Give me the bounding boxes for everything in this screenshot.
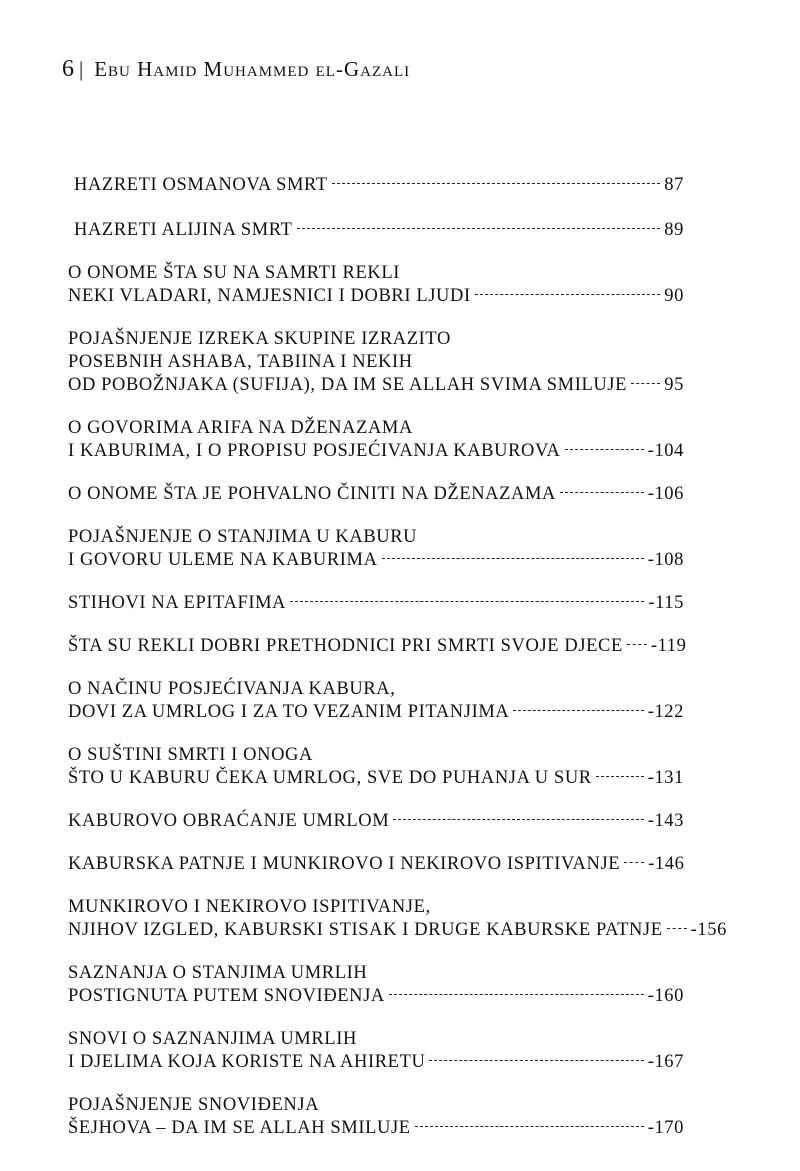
toc-entry-last-line [68, 767, 684, 790]
toc-entry-title-line: I KABURIMA, I O PROPISU POSJEĆIVANJA KABUROVA [68, 441, 561, 461]
dot-leader [332, 183, 661, 184]
dot-leader [624, 862, 644, 863]
toc-entry[interactable] [68, 635, 687, 658]
toc-entry-title-line: O GOVORIMA ARIFA NA DŽENAZAMA [68, 418, 413, 438]
toc-entry-last-line [68, 919, 727, 942]
dot-leader [513, 710, 643, 711]
toc-entry-title-line: HAZRETI OSMANOVA SMRT [74, 175, 328, 195]
toc-entry-last-line [68, 1051, 684, 1074]
toc-entry-title-line: O ONOME ŠTA JE POHVALNO ČINITI NA DŽENAZAMA [68, 484, 557, 504]
toc-page-number: 87 [664, 175, 684, 195]
toc-entry-title-line: SAZNANJA O STANJIMA UMRLIH [68, 963, 368, 983]
toc-entry-last-line [68, 440, 684, 463]
toc-page-number: -156 [690, 920, 727, 940]
toc-entry-title-line: I DJELIMA KOJA KORISTE NA AHIRETU [68, 1052, 426, 1072]
running-header [62, 56, 410, 83]
toc-page-number: -115 [648, 593, 684, 613]
toc-entry[interactable] [68, 328, 684, 397]
dot-leader [290, 601, 644, 602]
toc-entry-last-line [68, 374, 684, 397]
toc-entry-title-line: POSEBNIH ASHABA, TABIINA I NEKIH [68, 352, 413, 372]
toc-entry[interactable] [68, 1094, 684, 1140]
toc-page-number: -170 [647, 1118, 684, 1138]
dot-leader [382, 558, 644, 559]
toc-entry[interactable] [68, 896, 727, 942]
toc-entry-title-line: DOVI ZA UMRLOG I ZA TO VEZANIM PITANJIMA [68, 702, 510, 722]
toc-entry[interactable] [68, 174, 684, 197]
dot-leader [667, 928, 687, 929]
toc-entry-last-line [68, 549, 684, 572]
toc-entry-title-line: KABUROVO OBRAĆANJE UMRLOM [68, 811, 390, 831]
toc-entry-last-line [68, 1117, 684, 1140]
toc-entry[interactable] [68, 1028, 684, 1074]
toc-page-number: 89 [664, 220, 684, 240]
page-number: 6 [62, 56, 75, 82]
toc-page-number: -106 [647, 484, 684, 504]
dot-leader [631, 383, 660, 384]
toc-entry-title-line: ŠTO U KABURU ČEKA UMRLOG, SVE DO PUHANJA U SUR [68, 768, 592, 788]
toc-page-number: -160 [647, 986, 684, 1006]
toc-entry[interactable] [68, 483, 684, 506]
toc-entry[interactable] [68, 744, 684, 790]
toc-entry[interactable] [68, 810, 684, 833]
toc-page-number: -122 [647, 702, 684, 722]
dot-leader [565, 449, 644, 450]
toc-entry-title-line: MUNKIROVO I NEKIROVO ISPITIVANJE, [68, 897, 431, 917]
toc-page-number: -119 [650, 636, 687, 656]
toc-entry-title-line: O NAČINU POSJEĆIVANJA KABURA, [68, 679, 396, 699]
toc-entry-last-line [68, 483, 684, 506]
toc-entry-last-line [68, 810, 684, 833]
dot-leader [415, 1126, 644, 1127]
dot-leader [429, 1060, 643, 1061]
dot-leader [596, 776, 644, 777]
toc-entry-title-line: NJIHOV IZGLED, KABURSKI STISAK I DRUGE KABURSKE PATNJE [68, 920, 663, 940]
toc-entry-title-line: POSTIGNUTA PUTEM SNOVIĐENJA [68, 986, 385, 1006]
toc-entry-last-line [68, 701, 684, 724]
dot-leader [393, 819, 643, 820]
toc-entry-title-line: STIHOVI NA EPITAFIMA [68, 593, 287, 613]
toc-entry-title-line: O ONOME ŠTA SU NA SAMRTI REKLI [68, 263, 400, 283]
dot-leader [627, 644, 647, 645]
toc-entry-title-line: O SUŠTINI SMRTI I ONOGA [68, 745, 313, 765]
toc-entry[interactable] [68, 853, 684, 876]
header-author: Ebu Hamid Muhammed el-Gazali [94, 57, 411, 81]
toc-entry-last-line [68, 285, 684, 308]
toc-page-number: -146 [648, 854, 685, 874]
toc-page-number: -131 [647, 768, 684, 788]
toc-entry-title-line: NEKI VLADARI, NAMJESNICI I DOBRI LJUDI [68, 286, 471, 306]
toc-entry[interactable] [68, 262, 684, 308]
dot-leader [475, 294, 661, 295]
toc-entry-title-line: KABURSKA PATNJE I MUNKIROVO I NEKIROVO ISPITIVANJE [68, 854, 621, 874]
dot-leader [297, 228, 661, 229]
toc-entry-title-line: I GOVORU ULEME NA KABURIMA [68, 550, 378, 570]
dot-leader [560, 492, 644, 493]
toc-page-number: -143 [647, 811, 684, 831]
toc-entry-last-line [74, 174, 684, 197]
toc-entry-title-line: ŠEJHOVA – DA IM SE ALLAH SMILUJE [68, 1118, 411, 1138]
toc-entry-last-line [68, 985, 684, 1008]
toc-entry-title-line: POJAŠNJENJE IZREKA SKUPINE IZRAZITO [68, 329, 451, 349]
toc-entry-title-line: HAZRETI ALIJINA SMRT [74, 220, 293, 240]
toc-entry-title-line: SNOVI O SAZNANJIMA UMRLIH [68, 1029, 357, 1049]
toc-entry-title-line: POJAŠNJENJE SNOVIĐENJA [68, 1095, 320, 1115]
toc-entry[interactable] [68, 417, 684, 463]
toc-entry[interactable] [68, 592, 684, 615]
toc-page-number: 90 [664, 286, 684, 306]
toc-entry-title-line: POJAŠNJENJE O STANJIMA U KABURU [68, 527, 418, 547]
dot-leader [389, 994, 644, 995]
toc-entry[interactable] [68, 219, 684, 242]
toc-entry-title-line: ŠTA SU REKLI DOBRI PRETHODNICI PRI SMRTI SVOJE DJECE [68, 636, 623, 656]
toc-entry-last-line [68, 635, 687, 658]
toc-page-number: -167 [647, 1052, 684, 1072]
header-separator: | [79, 57, 85, 81]
toc-entry[interactable] [68, 678, 684, 724]
toc-page-number: -108 [647, 550, 684, 570]
toc-entry-title-line: OD POBOŽNJAKA (SUFIJA), DA IM SE ALLAH SVIMA SMILUJE [68, 375, 628, 395]
toc-entry[interactable] [68, 962, 684, 1008]
toc-entry-last-line [68, 592, 684, 615]
table-of-contents [68, 154, 727, 1140]
toc-entry-last-line [74, 219, 684, 242]
toc-page-number: 95 [664, 375, 684, 395]
toc-page-number: -104 [647, 441, 684, 461]
toc-entry[interactable] [68, 526, 684, 572]
toc-entry-last-line [68, 853, 684, 876]
